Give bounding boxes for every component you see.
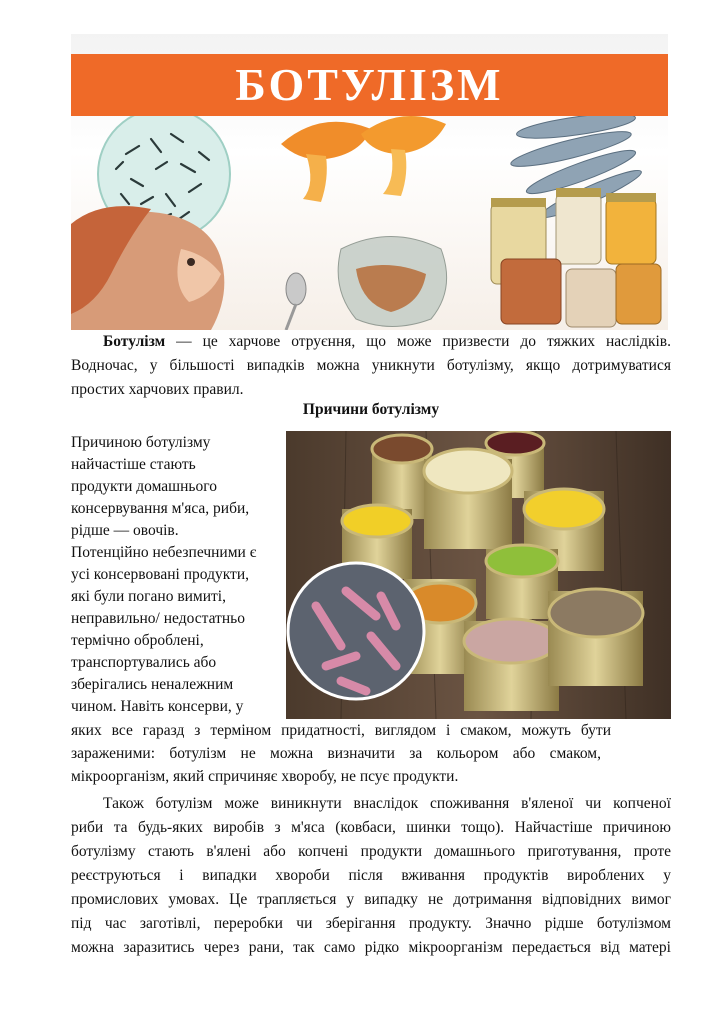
causes-full-line-1: яких все гаразд з терміном придатності, виглядом і смаком, можуть бути <box>71 722 611 739</box>
causes-left-line: неправильно/ недостатньо <box>71 610 245 627</box>
causes-left-line: які були погано вимиті, <box>71 588 226 605</box>
jar-spoon-icon <box>286 237 447 331</box>
preserve-jars-icon <box>491 188 661 327</box>
paragraph2-line-4: реєструються і випадки хвороби після вживання продуктів вироблених у <box>71 867 671 884</box>
botulism-banner <box>71 34 668 330</box>
intro-line-1 <box>71 330 671 354</box>
paragraph2-line-2: риби та будь-яких виробів з м'яса (ковбаси, шинки тощо). Найчастіше причиною <box>71 819 671 836</box>
causes-left-line: Потенційно небезпечними є <box>71 544 257 561</box>
paragraph2-line-5: промислових умовах. Це трапляється у випадку не дотримання відповідних вимог <box>71 891 671 908</box>
causes-left-line: рідше — овочів. <box>71 522 179 539</box>
bacteria-microscopy-icon <box>288 563 424 699</box>
causes-full-line-2: зараженими: ботулізм не можна визначити за кольором або смаком, <box>71 745 601 762</box>
canned-food-photo <box>286 431 671 719</box>
intro-term: Ботулізм <box>103 333 166 350</box>
intro-line-2: Водночас, у більшості випадків можна уникнути ботулізму, якщо дотримуватися <box>71 357 671 374</box>
causes-full-line-3: мікроорганізм, який спричиняє хворобу, не псує продукти. <box>71 768 459 785</box>
canned-food-illustration <box>286 431 671 719</box>
causes-left-line: найчастіше стають <box>71 456 196 473</box>
causes-heading: Причини ботулізму <box>302 401 440 418</box>
banner-title: БОТУЛІЗМ <box>235 59 504 110</box>
causes-left-line: Причиною ботулізму <box>71 434 211 451</box>
paragraph2-line-6: під час заготівлі, переробки чи зберігання продукту. Значно рідше ботулізмом <box>71 915 671 932</box>
causes-left-line: термічно оброблені, <box>71 632 204 649</box>
causes-left-line: усі консервовані продукти, <box>71 566 249 583</box>
paragraph2-line-1-text: Також ботулізм може виникнути внаслідок споживання в'яленої чи копченої <box>103 795 671 812</box>
paragraph2-line-1 <box>103 792 671 816</box>
causes-left-line: чином. Навіть консерви, у <box>71 698 244 715</box>
paragraph2-line-3: ботулізму стають в'ялені або копчені продукти домашнього приготування, проте <box>71 843 671 860</box>
causes-left-line: консервування м'яса, риби, <box>71 500 250 517</box>
mushrooms-icon <box>281 116 446 202</box>
intro-line-1-text: — це харчове отруєння, що може призвести до тяжких наслідків. <box>165 333 671 350</box>
causes-left-line: транспортувались або <box>71 654 217 671</box>
causes-left-line: продукти домашнього <box>71 478 217 495</box>
paragraph2-line-7: можна заразитись через рани, так само рідко мікроорганізм передається від матері <box>71 939 671 956</box>
intro-line-3: простих харчових правил. <box>71 381 244 398</box>
causes-left-line: зберігались неналежним <box>71 676 234 693</box>
